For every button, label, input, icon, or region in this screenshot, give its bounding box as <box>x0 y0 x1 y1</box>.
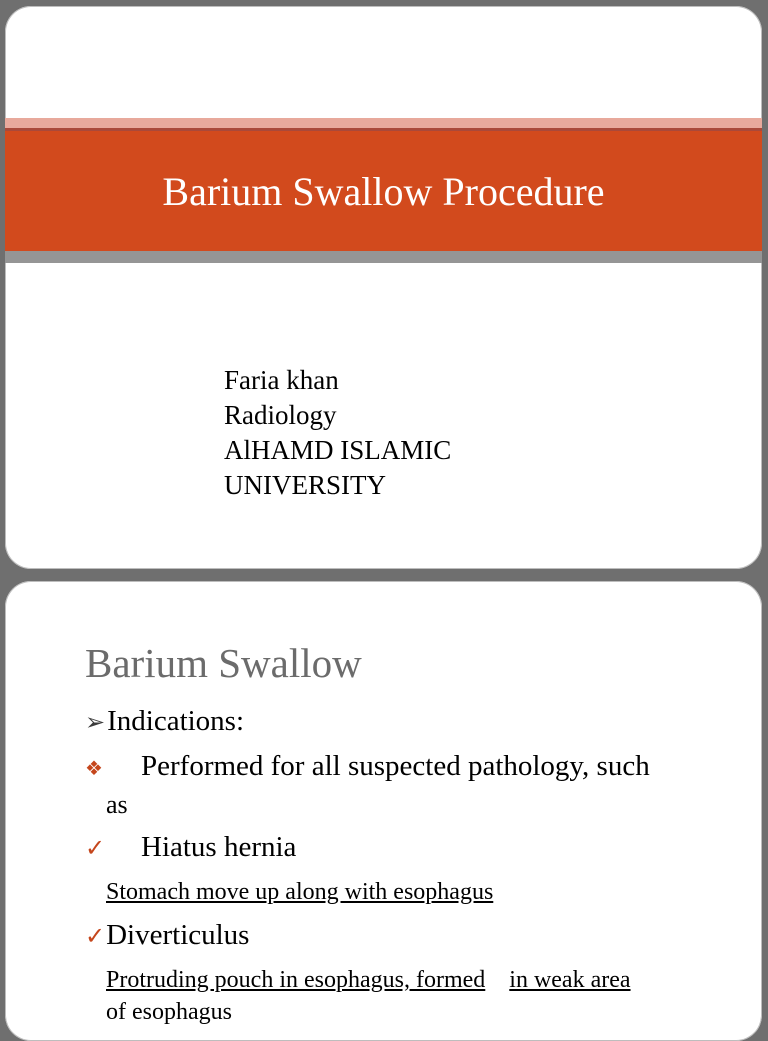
check-bullet-icon: ✓ <box>85 836 106 862</box>
arrow-bullet-icon: ➢ <box>85 710 106 736</box>
indications-row <box>85 705 244 738</box>
content-slide <box>5 581 762 1041</box>
title-slide <box>5 6 762 569</box>
author-department: Radiology <box>224 400 337 430</box>
diverticulus-description-line2: of esophagus <box>106 999 232 1025</box>
title-band <box>5 131 762 251</box>
performed-row <box>85 750 650 783</box>
diverticulus-description <box>106 967 631 994</box>
check-bullet-icon: ✓ <box>85 924 106 950</box>
slide-heading: Barium Swallow <box>85 640 362 686</box>
hiatus-label: Hiatus hernia <box>141 831 297 863</box>
diverticulus-desc-part1: Protruding pouch in esophagus, formed <box>106 967 486 993</box>
author-institution-line1: AlHAMD ISLAMIC <box>224 435 452 465</box>
performed-text: Performed for all suspected pathology, such <box>141 750 650 782</box>
author-block <box>224 363 451 503</box>
diverticulus-row <box>85 919 249 952</box>
performed-text-line2: as <box>106 790 128 819</box>
header-band-top-stripe <box>5 118 762 128</box>
slide-title: Barium Swallow Procedure <box>162 168 605 214</box>
performed-continuation <box>106 790 128 820</box>
hiatus-row <box>85 831 296 864</box>
author-institution-line2: UNIVERSITY <box>224 470 386 500</box>
diverticulus-label: Diverticulus <box>106 919 250 951</box>
diverticulus-desc-part2: in weak area <box>509 967 631 993</box>
hiatus-description: Stomach move up along with esophagus <box>106 879 494 905</box>
title-band-bottom-stripe <box>5 251 762 263</box>
author-name: Faria khan <box>224 365 339 395</box>
indications-label: Indications: <box>107 705 245 737</box>
diamond-bullet-icon: ❖ <box>85 758 103 780</box>
